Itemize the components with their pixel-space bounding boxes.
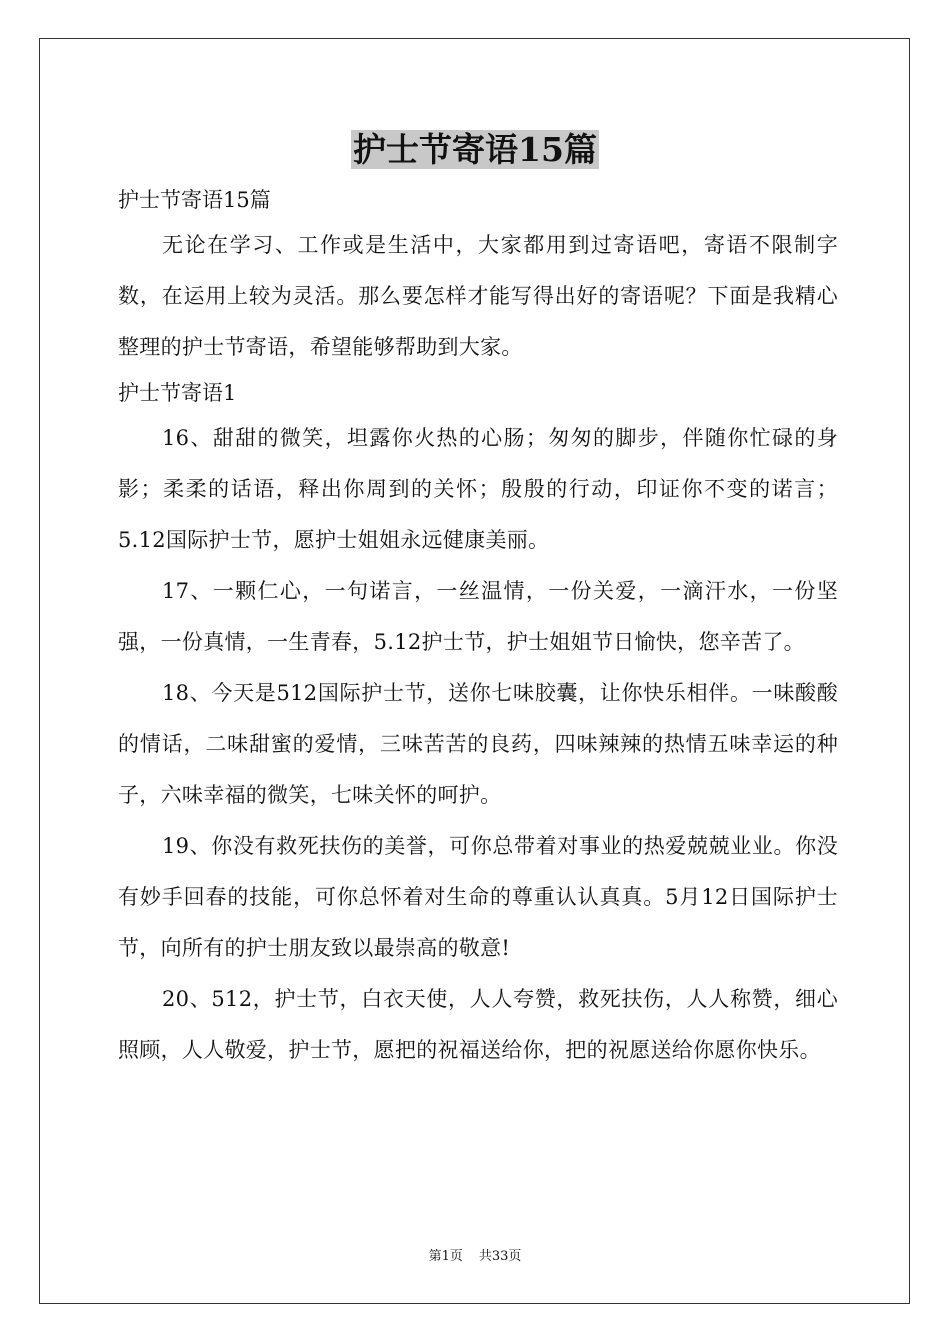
paragraph-19: 19、你没有救死扶伤的美誉，可你总带着对事业的热爱兢兢业业。你没有妙手回春的技能，可你总怀着对生命的尊重认认真真。5月12日国际护士节，向所有的护士朋友致以最崇高的敬意! bbox=[118, 834, 838, 960]
paragraph-20: 20、512，护士节，白衣天使，人人夸赞，救死扶伤，人人称赞，细心照顾，人人敬爱，护士节，愿把的祝福送给你，把的祝愿送给你愿你快乐。 bbox=[118, 987, 838, 1062]
document-subtitle: 护士节寄语15篇 bbox=[118, 188, 271, 212]
intro-paragraph: 无论在学习、工作或是生活中，大家都用到过寄语吧，寄语不限制字数，在运用上较为灵活。那么要怎样才能写得出好的寄语呢？下面是我精心整理的护士节寄语，希望能够帮助到大家。 bbox=[118, 233, 838, 359]
page-footer bbox=[0, 1247, 950, 1267]
total-pages-label: 共33页 bbox=[478, 1249, 522, 1264]
section-heading: 护士节寄语1 bbox=[118, 381, 237, 405]
document-title-text: 护士节寄语15篇 bbox=[353, 130, 597, 169]
paragraph-17: 17、一颗仁心，一句诺言，一丝温情，一份关爱，一滴汗水，一份坚强，一份真情，一生青春，5.12护士节，护士姐姐节日愉快，您辛苦了。 bbox=[118, 579, 838, 654]
document-title bbox=[0, 126, 950, 174]
document-body bbox=[118, 180, 838, 1076]
paragraph-18: 18、今天是512国际护士节，送你七味胶囊，让你快乐相伴。一味酸酸的情话，二味甜蜜的爱情，三味苦苦的良药，四味辣辣的热情五味幸运的种子，六味幸福的微笑，七味关怀的呵护。 bbox=[118, 681, 838, 807]
paragraph-16: 16、甜甜的微笑，坦露你火热的心肠；匆匆的脚步，伴随你忙碌的身影；柔柔的话语，释出你周到的关怀；殷殷的行动，印证你不变的诺言；5.12国际护士节，愿护士姐姐永远健康美丽。 bbox=[118, 426, 838, 552]
current-page-label: 第1页 bbox=[428, 1249, 463, 1264]
